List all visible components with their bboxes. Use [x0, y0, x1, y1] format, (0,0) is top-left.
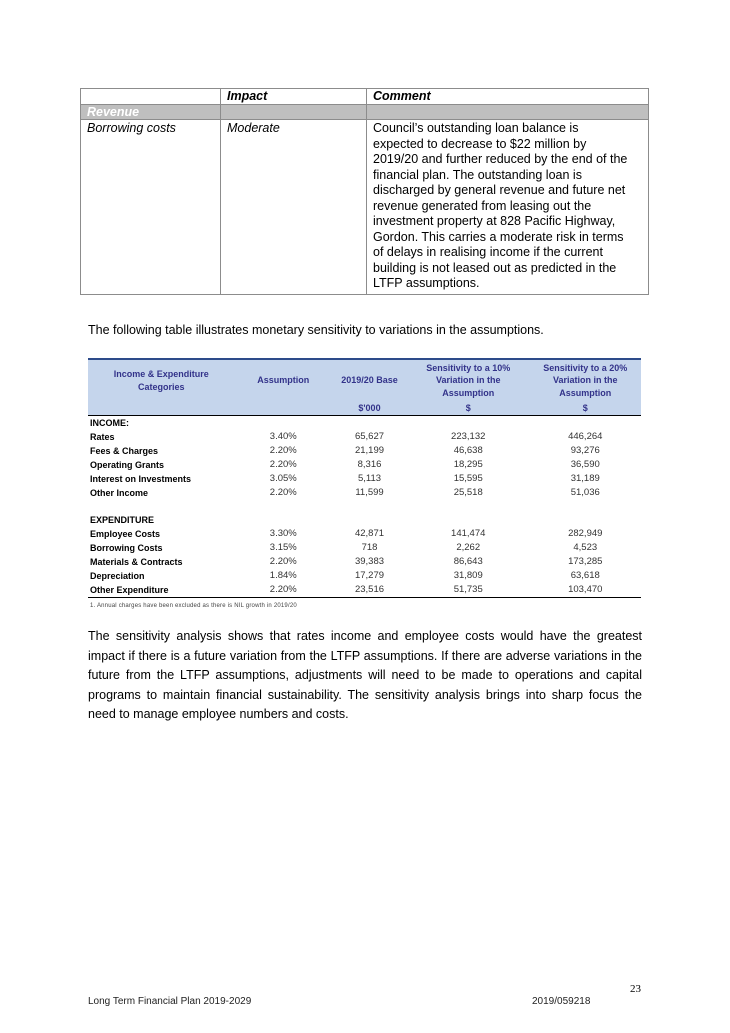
header-line: Sensitivity to a 10%: [426, 362, 511, 373]
row-assumption: 3.40%: [269, 431, 297, 442]
risk-comment-line: investment property at 828 Pacific Highway,: [373, 214, 616, 228]
row-base: 718: [361, 542, 378, 553]
risk-section-row: [81, 105, 649, 120]
header-sensitivity-20: [530, 359, 642, 401]
row-sens10: 86,643: [453, 556, 483, 567]
header-sensitivity-10: [407, 359, 530, 401]
risk-comment-line: Gordon. This carries a moderate risk in terms: [373, 229, 624, 244]
row-category: Depreciation: [90, 571, 145, 581]
unit-empty-cell: [88, 401, 234, 416]
risk-comment: [367, 120, 649, 295]
row-sens20: 63,618: [570, 570, 600, 581]
risk-table: [80, 88, 649, 295]
row-assumption: 3.30%: [269, 528, 297, 539]
row-category: Materials & Contracts: [90, 557, 183, 567]
row-sens20: 31,189: [570, 473, 600, 484]
row-assumption: 3.15%: [269, 542, 297, 553]
risk-comment-line: financial plan. The outstanding loan is: [373, 167, 582, 182]
risk-header-comment: Comment: [367, 89, 649, 105]
row-sens20: 93,276: [570, 445, 600, 456]
row-base: 17,279: [354, 570, 385, 581]
risk-section-empty-cell: [221, 105, 367, 120]
unit-empty-cell: [234, 401, 332, 416]
row-sens20: 36,590: [570, 459, 600, 470]
table-row: [88, 430, 641, 444]
risk-comment-line: Council’s outstanding loan balance is: [373, 121, 579, 135]
row-category: Interest on Investments: [90, 474, 192, 484]
row-base: 8,316: [357, 459, 382, 470]
row-category: Rates: [90, 432, 115, 442]
table-row: [88, 472, 641, 486]
income-section-row: [88, 416, 641, 431]
table-row: [88, 458, 641, 472]
expenditure-section-label: EXPENDITURE: [90, 515, 155, 525]
row-category: Employee Costs: [90, 529, 161, 539]
row-category: Operating Grants: [90, 460, 165, 470]
expenditure-section-row: [88, 513, 641, 527]
row-sens10: 223,132: [451, 431, 486, 442]
row-sens10: 46,638: [453, 445, 483, 456]
risk-header-item: [81, 89, 221, 105]
row-sens20: 51,036: [570, 487, 600, 498]
row-assumption: 2.20%: [269, 459, 297, 470]
risk-comment-line: building is not leased out as predicted in the: [373, 260, 617, 275]
row-sens20: 282,949: [568, 528, 603, 539]
row-base: 23,516: [332, 583, 407, 598]
risk-impact: Moderate: [221, 120, 367, 295]
header-line: Categories: [137, 381, 185, 392]
row-base: 65,627: [354, 431, 385, 442]
table-row: [88, 486, 641, 500]
header-line: Assumption: [559, 387, 612, 398]
row-sens10: 18,295: [453, 459, 483, 470]
row-assumption: 2.20%: [269, 487, 297, 498]
risk-comment-line: LTFP assumptions.: [373, 276, 480, 290]
table-row: [88, 569, 641, 583]
row-assumption: 3.05%: [269, 473, 297, 484]
row-sens20: 446,264: [568, 431, 603, 442]
row-category: Borrowing Costs: [90, 543, 163, 553]
header-assumption: Assumption: [234, 359, 332, 401]
header-base: 2019/20 Base: [332, 359, 407, 401]
risk-comment-line: 2019/20 and further reduced by the end of the: [373, 152, 628, 166]
sensitivity-table: [88, 358, 641, 598]
risk-comment-line: expected to decrease to $22 million by: [373, 136, 587, 151]
table-row: [88, 583, 641, 598]
row-sens20: 173,285: [568, 556, 603, 567]
intro-text: The following table illustrates monetary sensitivity to variations in the assumptions.: [88, 323, 544, 337]
row-category: Fees & Charges: [90, 446, 159, 456]
analysis-paragraph: The sensitivity analysis shows that rates income and employee costs would have the greatest impact if there is a future variation from the LTFP assumptions. If there are adverse variations in the future from the LTFP assumptions, adjustments will need to be made to operations and capital programs to maintain financial sustainability. The sensitivity analysis brings into sharp focus the need to manage employee numbers and costs.: [88, 629, 642, 721]
row-assumption: 1.84%: [269, 570, 297, 581]
row-base: 42,871: [354, 528, 385, 539]
row-sens10: 141,474: [451, 528, 486, 539]
unit-sens10: $: [407, 401, 530, 416]
sensitivity-header-row: [88, 359, 641, 401]
row-sens20: 4,523: [573, 542, 598, 553]
page-number: 23: [630, 983, 641, 995]
footer-reference-number: 2019/059218: [532, 996, 591, 1007]
table-row: [88, 555, 641, 569]
risk-section-empty-cell: [367, 105, 649, 120]
row-category: Other Income: [90, 488, 149, 498]
row-sens10: 31,809: [453, 570, 483, 581]
header-line: Income & Expenditure: [113, 369, 209, 379]
risk-section-label: Revenue: [81, 105, 221, 120]
row-base: 11,599: [355, 487, 384, 498]
row-sens20: 103,470: [530, 583, 642, 598]
row-assumption: 2.20%: [269, 556, 297, 567]
risk-comment-line: revenue generated from leasing out the: [373, 198, 592, 213]
risk-comment-line: discharged by general revenue and future net: [373, 183, 626, 197]
table-row: [88, 444, 641, 458]
risk-row: [81, 120, 649, 295]
header-line: Variation in the: [552, 375, 618, 386]
table-footnote: 1. Annual charges have been excluded as there is NIL growth in 2019/20: [90, 603, 297, 609]
header-line: Sensitivity to a 20%: [543, 362, 628, 373]
row-sens10: 25,518: [453, 487, 483, 498]
row-base: 39,383: [354, 556, 385, 567]
risk-header-impact: Impact: [221, 89, 367, 105]
header-line: Variation in the: [435, 375, 501, 386]
risk-table-header: [81, 89, 649, 105]
row-assumption: 2.20%: [234, 583, 332, 598]
footer-document-title: Long Term Financial Plan 2019-2029: [88, 996, 252, 1007]
row-base: 21,199: [354, 445, 385, 456]
unit-sens20: $: [530, 401, 642, 416]
income-section-label: INCOME:: [90, 418, 129, 428]
row-category: Other Expenditure: [88, 583, 234, 598]
row-sens10: 51,735: [407, 583, 530, 598]
row-assumption: 2.20%: [269, 445, 297, 456]
spacer-row: [88, 500, 641, 513]
row-sens10: 2,262: [456, 542, 481, 553]
header-categories: [88, 359, 234, 401]
unit-base: $'000: [332, 401, 407, 416]
row-sens10: 15,595: [453, 473, 483, 484]
risk-comment-line: of delays in realising income if the current: [373, 245, 603, 259]
row-base: 5,113: [357, 473, 382, 484]
table-row: [88, 541, 641, 555]
sensitivity-unit-row: [88, 401, 641, 416]
risk-item: Borrowing costs: [81, 120, 221, 295]
table-row: [88, 527, 641, 541]
header-line: Assumption: [442, 387, 495, 398]
